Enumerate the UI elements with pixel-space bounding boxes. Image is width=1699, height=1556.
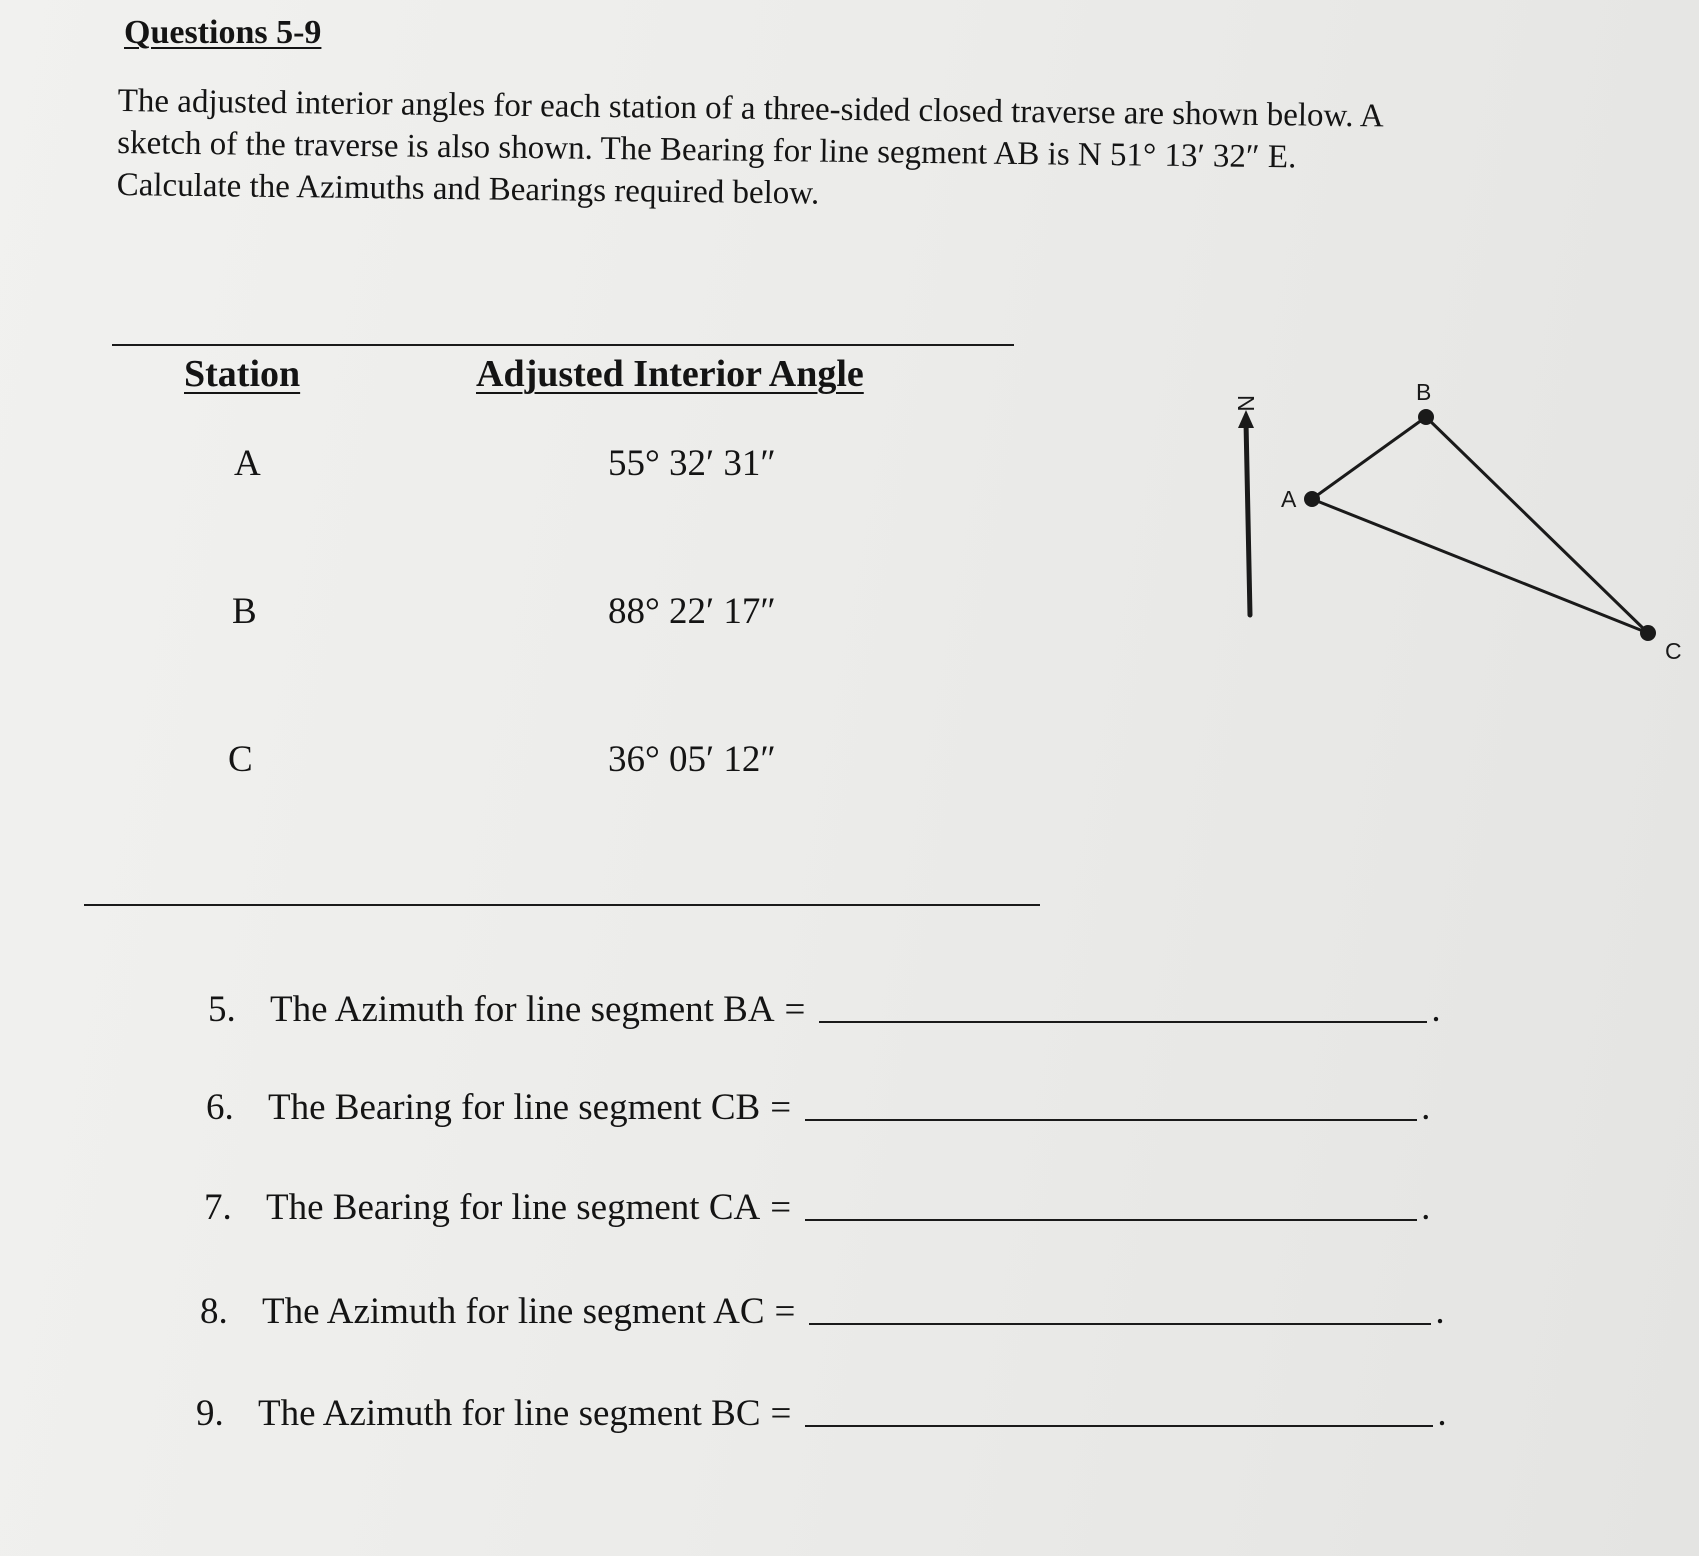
angle-column-header: Adjusted Interior Angle — [476, 353, 864, 395]
question-7 — [204, 1186, 1430, 1229]
equals-sign: = — [774, 1291, 796, 1332]
question-text: The Azimuth for line segment BC — [258, 1393, 761, 1434]
station-column-header: Station — [184, 353, 301, 395]
question-number: 9. — [196, 1393, 224, 1434]
question-text: The Bearing for line segment CA — [266, 1187, 761, 1228]
north-label: N — [1233, 395, 1259, 412]
problem-statement-line: The adjusted interior angles for each station of a three-sided closed traverse are shown below. A — [117, 82, 1384, 135]
question-9 — [196, 1392, 1447, 1435]
angle-cell: 55° 32′ 31″ — [608, 443, 776, 484]
answer-blank[interactable] — [819, 1019, 1427, 1023]
sentence-period: . — [1435, 1291, 1445, 1332]
angle-cell: 88° 22′ 17″ — [608, 591, 776, 632]
traverse-line-ac — [1312, 499, 1648, 633]
question-text: The Bearing for line segment CB — [268, 1087, 761, 1128]
angle-cell: 36° 05′ 12″ — [608, 739, 776, 780]
station-b-point — [1418, 409, 1434, 425]
station-a-label: A — [1281, 486, 1297, 512]
question-number: 5. — [208, 989, 236, 1030]
question-8 — [200, 1290, 1445, 1333]
table-bottom-rule — [84, 904, 1040, 906]
answer-blank[interactable] — [809, 1321, 1431, 1325]
traverse-sketch — [1215, 370, 1695, 670]
answer-blank[interactable] — [805, 1117, 1417, 1121]
equals-sign: = — [770, 1393, 792, 1434]
question-text: The Azimuth for line segment BA — [270, 989, 775, 1030]
question-6 — [206, 1086, 1430, 1129]
questions-heading: Questions 5-9 — [124, 14, 322, 51]
station-cell: B — [232, 591, 257, 632]
north-arrow-shaft — [1246, 422, 1250, 615]
north-arrow-head — [1238, 410, 1254, 428]
problem-statement-line: sketch of the traverse is also shown. The Bearing for line segment AB is N 51° 13′ 32″ E. — [117, 124, 1297, 176]
problem-statement-line: Calculate the Azimuths and Bearings required below. — [116, 166, 820, 212]
station-c-point — [1640, 625, 1656, 641]
sentence-period: . — [1421, 1187, 1431, 1228]
sentence-period: . — [1437, 1393, 1447, 1434]
station-cell: C — [228, 739, 253, 780]
answer-blank[interactable] — [805, 1423, 1433, 1427]
sentence-period: . — [1421, 1087, 1431, 1128]
traverse-line-ab — [1312, 417, 1426, 499]
table-top-rule — [112, 344, 1014, 346]
question-5 — [208, 988, 1441, 1031]
station-a-point — [1304, 491, 1320, 507]
station-c-label: C — [1665, 638, 1682, 664]
question-text: The Azimuth for line segment AC — [262, 1291, 765, 1332]
station-b-label: B — [1416, 379, 1432, 405]
equals-sign: = — [784, 989, 806, 1030]
equals-sign: = — [770, 1087, 792, 1128]
question-number: 6. — [206, 1087, 234, 1128]
question-number: 8. — [200, 1291, 228, 1332]
equals-sign: = — [770, 1187, 792, 1228]
station-cell: A — [234, 443, 261, 484]
question-number: 7. — [204, 1187, 232, 1228]
sentence-period: . — [1431, 989, 1441, 1030]
traverse-line-bc — [1426, 417, 1648, 633]
problem-statement — [116, 80, 1617, 224]
answer-blank[interactable] — [805, 1217, 1417, 1221]
